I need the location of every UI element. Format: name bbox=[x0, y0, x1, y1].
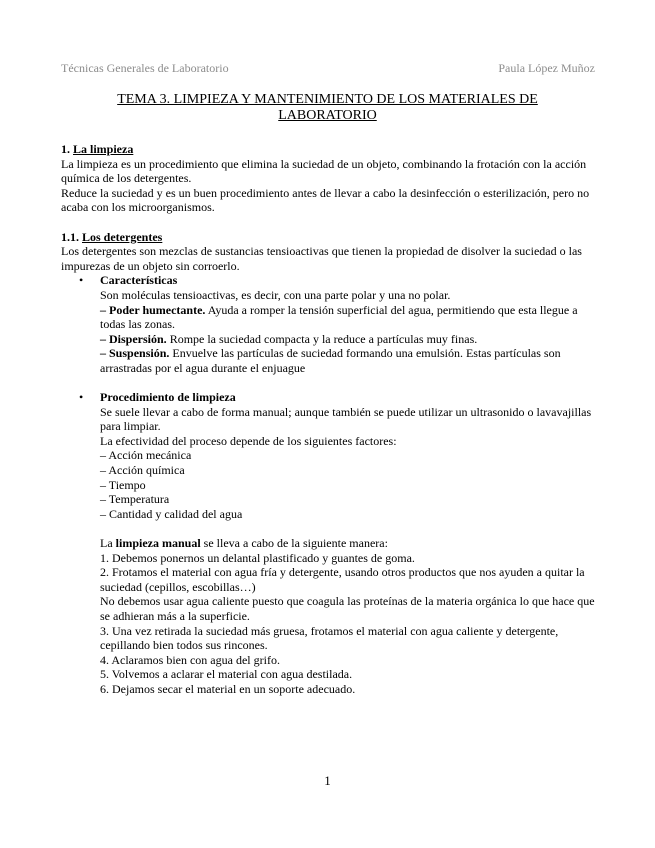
step-item: 1. Debemos ponernos un delantal plastificado y guantes de goma. bbox=[100, 550, 415, 565]
step-item: 6. Dejamos secar el material en un soporte adecuado. bbox=[100, 681, 356, 696]
factor-item: – Acción mecánica bbox=[100, 448, 192, 463]
section-1-paragraph-2: Reduce la suciedad y es un buen procedimiento antes de llevar a cabo la desinfección o esterilización, pero no acaba con los microorganismos. bbox=[61, 185, 590, 215]
header-left: Técnicas Generales de Laboratorio bbox=[61, 61, 229, 75]
section-1-1-title: Los detergentes bbox=[82, 229, 163, 244]
step-item: 5. Volvemos a aclarar el material con agua destilada. bbox=[100, 667, 353, 682]
procedimiento-paragraph-1: Se suele llevar a cabo de forma manual; aunque también se puede utilizar un ultrasonido o lavavajillas para limpiar. bbox=[100, 404, 592, 434]
document-title bbox=[90, 92, 565, 124]
title-line-2: LABORATORIO bbox=[278, 108, 377, 123]
step-item: 2. Frotamos el material con agua fría y detergente, usando otros productos que nos ayuden a quitar la suciedad (cepillos, escobillas…) bbox=[100, 565, 585, 594]
section-1-heading bbox=[61, 142, 601, 157]
header-right: Paula López Muñoz bbox=[498, 61, 595, 75]
step-item: 3. Una vez retirada la suciedad más gruesa, frotamos el material con agua caliente y detergente, cepillando bien todos sus rincones. bbox=[100, 623, 559, 653]
factor-item: – Acción química bbox=[100, 463, 185, 478]
list-item: – Suspensión. Envuelve las partículas de suciedad formando una emulsión. Estas partículas son arrastradas por el agua durante el enjuague bbox=[100, 346, 561, 375]
section-1-1-paragraph: Los detergentes son mezclas de sustancias tensioactivas que tienen la propiedad de disolver la suciedad o las impurezas de un objeto sin corroerlo. bbox=[61, 244, 582, 273]
bullet-icon: • bbox=[79, 390, 84, 405]
section-1-1-number: 1.1. bbox=[61, 229, 79, 244]
factor-item: – Tiempo bbox=[100, 477, 146, 492]
factor-item: – Cantidad y calidad del agua bbox=[100, 506, 243, 521]
step-item: 4. Aclaramos bien con agua del grifo. bbox=[100, 652, 280, 667]
bullet-caracteristicas bbox=[61, 273, 601, 375]
section-1-1-heading bbox=[61, 230, 601, 245]
bullet-procedimiento bbox=[61, 390, 601, 696]
title-line-1: TEMA 3. LIMPIEZA Y MANTENIMIENTO DE LOS MATERIALES DE bbox=[117, 92, 538, 107]
factor-item: – Temperatura bbox=[100, 492, 170, 507]
procedimiento-paragraph-2: La efectividad del proceso depende de los siguientes factores: bbox=[100, 433, 397, 448]
manual-intro: La limpieza manual se lleva a cabo de la siguiente manera: bbox=[100, 536, 388, 551]
caracteristicas-intro: Son moléculas tensioactivas, es decir, con una parte polar y una no polar. bbox=[100, 287, 451, 302]
procedimiento-heading: Procedimiento de limpieza bbox=[100, 390, 236, 405]
list-item: – Poder humectante. Ayuda a romper la tensión superficial del agua, permitiendo que esta llegue a todas las zonas. bbox=[100, 302, 578, 332]
section-1-paragraph-1: La limpieza es un procedimiento que elimina la suciedad de un objeto, combinando la frotación con la acción química de los detergentes. bbox=[61, 156, 587, 186]
section-1-number: 1. bbox=[61, 142, 70, 156]
list-item: – Dispersión. Rompe la suciedad compacta y la reduce a partículas muy finas. bbox=[100, 331, 478, 346]
document-body bbox=[61, 142, 601, 697]
caracteristicas-heading: Características bbox=[100, 273, 178, 288]
bullet-icon: • bbox=[79, 273, 84, 288]
step-item: No debemos usar agua caliente puesto que coagula las proteínas de la materia orgánica lo que hace que se adhieran más a la superficie. bbox=[100, 594, 595, 623]
page-number: 1 bbox=[324, 773, 331, 788]
section-1-title: La limpieza bbox=[73, 142, 134, 156]
